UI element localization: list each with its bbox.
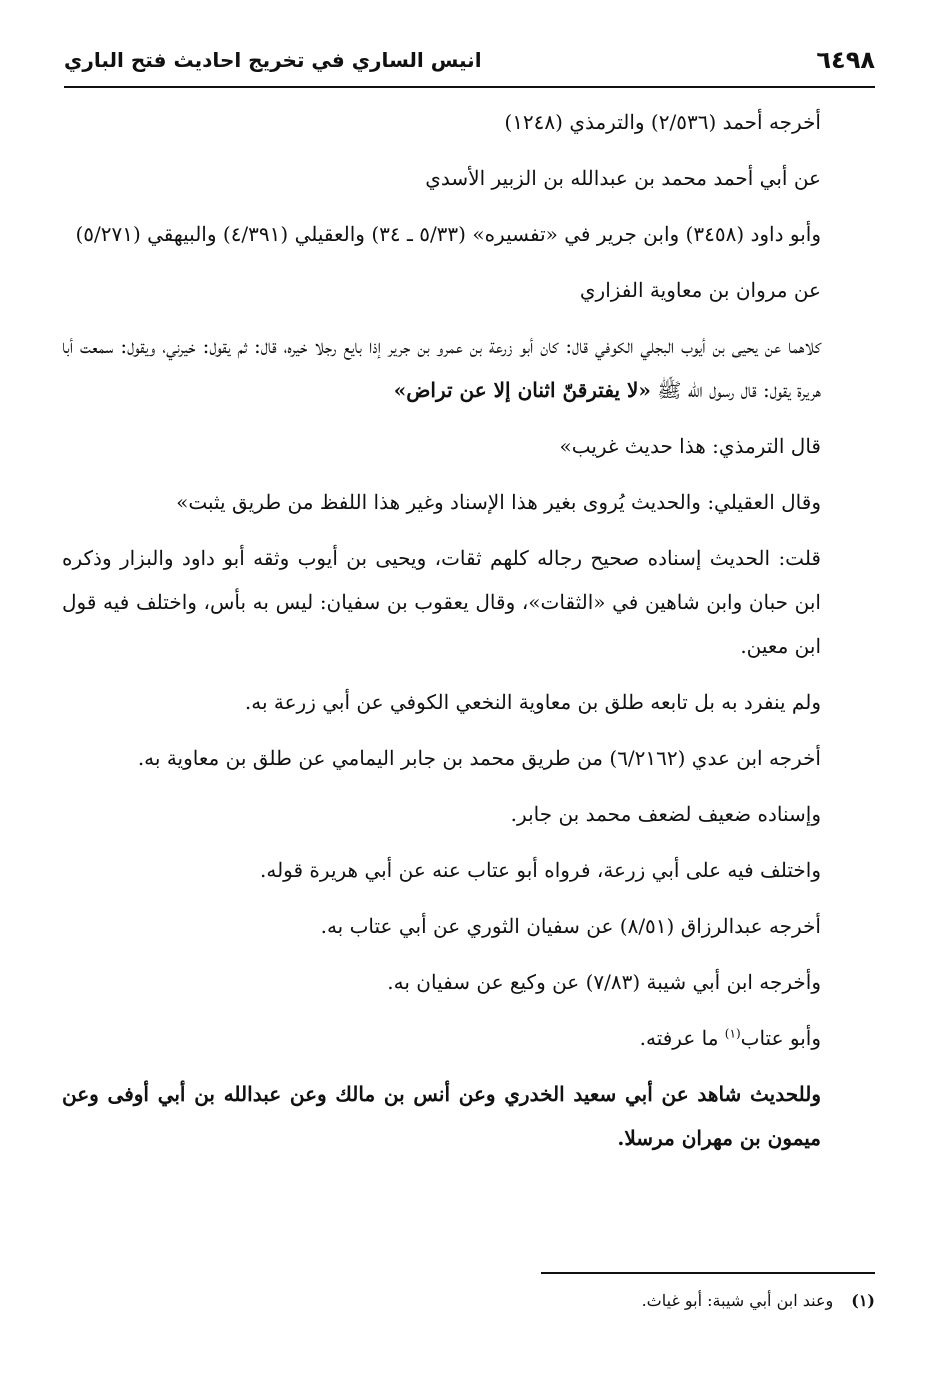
- hadith-quote: «لا يفترقنّ اثنان إلا عن تراض»: [393, 378, 651, 402]
- running-title: انيس الساري في تخريج احاديث فتح الباري: [64, 48, 482, 72]
- paragraph: وأبو داود (٣٤٥٨) وابن جرير في «تفسيره» (٥/٣٣ ـ ٣٤) والعقيلي (٤/٣٩١) والبيهقي (٥/٢٧١): [75, 222, 821, 246]
- paragraph: قال الترمذي: هذا حديث غريب»: [559, 434, 821, 458]
- paragraph: [62, 1016, 821, 1060]
- footnote-divider: [541, 1272, 875, 1274]
- paragraph: وإسناده ضعيف لضعف محمد بن جابر.: [510, 802, 821, 826]
- paragraph: [62, 324, 821, 412]
- paragraph: واختلف فيه على أبي زرعة، فرواه أبو عتاب عنه عن أبي هريرة قوله.: [260, 858, 821, 882]
- paragraph-text: وأبو عتاب: [740, 1026, 821, 1050]
- footnote-text: وعند ابن أبي شيبة: أبو غياث.: [641, 1291, 834, 1310]
- footnote: [64, 1288, 875, 1314]
- paragraph: قلت: الحديث إسناده صحيح رجاله كلهم ثقات، ويحيى بن أيوب وثقه أبو داود والبزار وذكره ابن حبان وابن شاهين في «الثقات»، وقال يعقوب بن سفيان: ليس به بأس، واختلف فيه قول ابن معين.: [62, 546, 821, 658]
- paragraph: وللحديث شاهد عن أبي سعيد الخدري وعن أنس بن مالك وعن عبدالله بن أبي أوفى وعن ميمون بن مهران مرسلا.: [62, 1082, 821, 1150]
- paragraph: عن مروان بن معاوية الفزاري: [579, 278, 821, 302]
- page-header: [64, 38, 875, 82]
- footnote-number: (١): [851, 1291, 875, 1310]
- paragraph: عن أبي أحمد محمد بن عبدالله بن الزبير الأسدي: [425, 166, 821, 190]
- paragraph: وقال العقيلي: والحديث يُروى بغير هذا الإسناد وغير هذا اللفظ من طريق يثبت»: [176, 490, 821, 514]
- paragraph: وأخرجه ابن أبي شيبة (٧/٨٣) عن وكيع عن سفيان به.: [387, 970, 821, 994]
- paragraph-text: ما عرفته.: [639, 1026, 725, 1050]
- main-text: [62, 100, 821, 1172]
- paragraph: أخرجه ابن عدي (٦/٢١٦٢) من طريق محمد بن جابر اليمامي عن طلق بن معاوية به.: [137, 746, 821, 770]
- paragraph: ولم ينفرد به بل تابعه طلق بن معاوية النخعي الكوفي عن أبي زرعة به.: [244, 690, 821, 714]
- paragraph: أخرجه أحمد (٢/٥٣٦) والترمذي (١٢٤٨): [504, 110, 821, 134]
- footnote-marker: (١): [724, 1026, 741, 1041]
- paragraph-text: كلاهما عن يحيى بن أيوب البجلي الكوفي قال: كان أبو زرعة بن عمرو بن جرير إذا بايع رجلا خيره، قال: ثم يقول: خيرني، ويقول: سمعت أبا هريرة يقول: قال رسول الله ﷺ: [62, 334, 821, 402]
- page-number: ٦٤٩٨: [816, 46, 875, 74]
- paragraph: أخرجه عبدالرزاق (٨/٥١) عن سفيان الثوري عن أبي عتاب به.: [320, 914, 821, 938]
- header-divider: [64, 86, 875, 88]
